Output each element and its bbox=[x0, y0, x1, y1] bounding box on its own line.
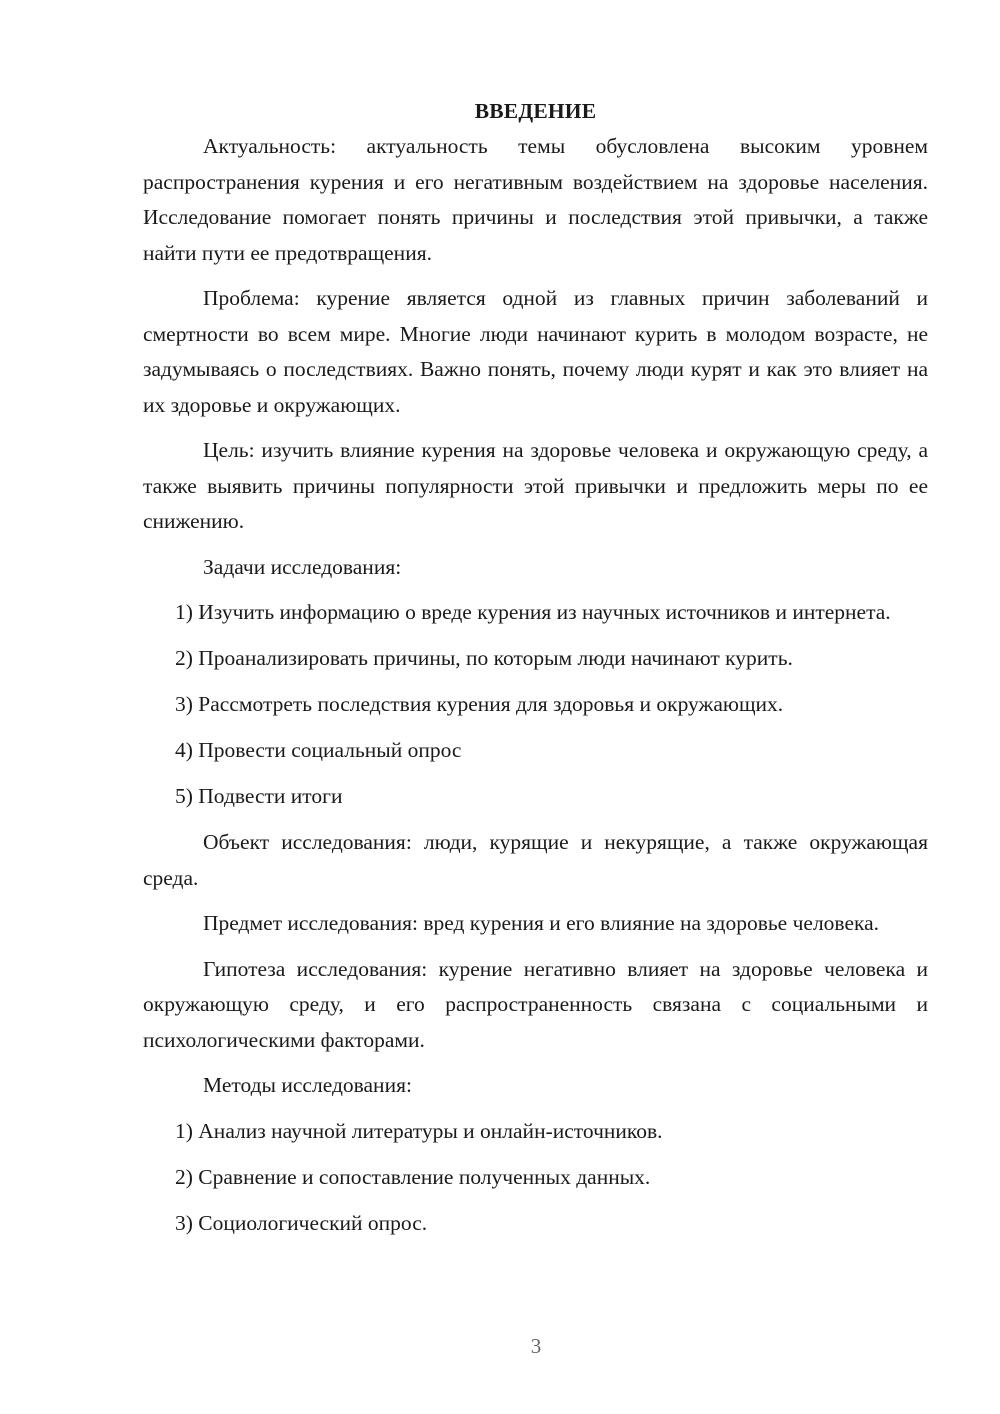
problem-paragraph: Проблема: курение является одной из главных причин заболеваний и смертности во всем мире. Многие люди начинают курить в молодом возрасте, не задумываясь о последствиях. Важно понять, почему люди курят и как это влияет на их здоровье и окружающих. bbox=[143, 286, 928, 417]
section-heading: ВВЕДЕНИЕ bbox=[474, 99, 597, 123]
list-item: 1) Анализ научной литературы и онлайн-источников. bbox=[175, 1118, 663, 1143]
list-item: 2) Проанализировать причины, по которым люди начинают курить. bbox=[175, 646, 793, 670]
page-number: 3 bbox=[530, 1334, 542, 1358]
goal-paragraph: Цель: изучить влияние курения на здоровье человека и окружающую среду, а также выявить причины популярности этой привычки и предложить меры по ее снижению. bbox=[143, 438, 928, 533]
list-item: 1) Изучить информацию о вреде курения из научных источников и интернета. bbox=[175, 600, 891, 624]
subject-paragraph: Предмет исследования: вред курения и его влияние на здоровье человека. bbox=[203, 911, 880, 935]
object-paragraph: Объект исследования: люди, курящие и некурящие, а также окружающая среда. bbox=[143, 830, 928, 890]
list-item: 4) Провести социальный опрос bbox=[175, 738, 462, 762]
tasks-title: Задачи исследования: bbox=[203, 554, 402, 579]
list-item: 2) Сравнение и сопоставление полученных данных. bbox=[175, 1164, 651, 1189]
hypothesis-paragraph: Гипотеза исследования: курение негативно влияет на здоровье человека и окружающую среду, и его распространенность связана с социальными и психологическими факторами. bbox=[143, 956, 928, 1052]
methods-list bbox=[143, 1114, 928, 1242]
list-item: 5) Подвести итоги bbox=[175, 784, 343, 808]
list-item: 3) Социологический опрос. bbox=[175, 1210, 428, 1235]
relevance-paragraph: Актуальность: актуальность темы обусловлена высоким уровнем распространения курения и его негативным воздействием на здоровье населения. Исследование помогает понять причины и последствия этой привычки, а также найти пути ее предотвращения. bbox=[143, 134, 928, 265]
tasks-list bbox=[143, 595, 928, 815]
methods-title: Методы исследования: bbox=[203, 1073, 412, 1097]
page-content bbox=[143, 93, 928, 1252]
list-item: 3) Рассмотреть последствия курения для здоровья и окружающих. bbox=[175, 692, 784, 716]
